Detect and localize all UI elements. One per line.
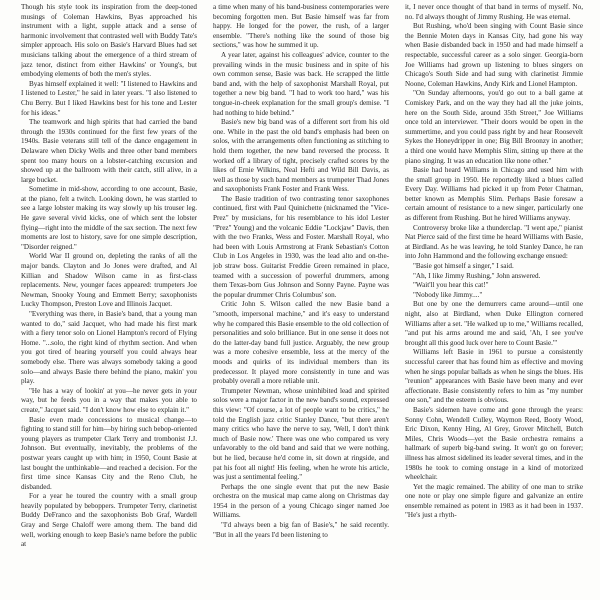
body-paragraph: A year later, against his colleagues' advice, counter to the prevailing winds in the music business and in spite of his own common sense, Basie was back. He scrapped the little band and, with the help of saxophonist Marshall Royal, put together a new big band. "I had to work too hard," was his tongue-in-cheek explanation for the small group's demise. "I had nothing to hide behind." [213, 50, 389, 117]
body-paragraph: "Ah, I like Jimmy Rushing," John answered. [413, 271, 541, 280]
body-paragraph: Controversy broke like a thunderclap. "I went ape," pianist Nat Pierce said of the first time he heard Williams with Basie, at Birdland. As he was leaving, he told Stanley Dance, he ran into John Hammond and the following exchange ensued: [405, 223, 583, 261]
body-paragraph: Basie's sidemen have come and gone through the years: Sonny Cohn, Wendell Culley, Waymon Reed, Booty Wood, Eric Dixon, Kenny Hing, Al Grey, Grover Mitchell, Butch Miles, Chris Woods—yet the Basie orchestra remains a hallmark of superb big-band swing. It won't go on forever; illness has almost sidelined its leader several times, and in the 1980s he took to coming onstage in a kind of motorized wheelchair. [405, 405, 583, 482]
body-paragraph: Perhaps the one single event that put the new Basie orchestra on the musical map came along on Christmas day 1954 in the person of a young Chicago singer named Joe Williams. [213, 482, 389, 520]
body-paragraph: "I'd always been a big fan of Basie's," he said recently. "But in all the years I'd been listening to [213, 521, 389, 539]
body-paragraph: Basie had heard Williams in Chicago and used him with the small group in 1950. He reportedly liked a blues called Every Day. Williams had picked it up from Peter Chatman, better known as Memphis Slim. Perhaps Basie foresaw a certain amount of resistance to a new singer, particularly one as different from Rushing. But he hired Williams anyway. [405, 166, 583, 223]
text-column-left [21, 3, 197, 597]
body-paragraph: The Basie tradition of two contrasting tenor saxophones continued, first with Paul Quinichette (nicknamed the "Vice-Prez" by musicians, for his resemblance to his idol Lester "Prez" Young) and the volcanic Eddie "Lockjaw" Davis, then with the two Franks, Wess and Foster. Marshall Royal, who had been with Louis Armstrong at Frank Sebastian's Cotton Club in Los Angeles in 1930, was the lead alto and on-the-job straw boss. Guitarist Freddie Green remained in place, teamed with a succession of powerful drummers, among them Texas-born Gus Johnson and Sonny Payne. Payne was the popular drummer Chris Columbus' son. [213, 194, 389, 299]
body-paragraph: For a year he toured the country with a small group heavily populated by beboppers. Trumpeter Terry, clarinetist Buddy DeFranco and the saxophonists Bob Graf, Wardell Gray and Serge Chaloff were among them. The band did well, working enough to keep Basie's name before the public at [21, 492, 197, 549]
body-paragraph: "Wait'll you hear this cat!" [413, 281, 489, 290]
body-paragraph: "Basie got himself a singer," I said. [413, 262, 514, 271]
body-paragraph: The teamwork and high spirits that had carried the band through the 1930s continued for the first few years of the 1940s. Basie veterans still tell of the dance engagement in Delaware when Dicky Wells and three other band members spent too many hours on a lobster-catching excursion and showed up at the ballroom with their catch, still alive, in a large bucket. [21, 118, 197, 184]
body-paragraph: it, I never once thought of that band in terms of myself. No, no. I'd always thought of Jimmy Rushing. He was eternal. [405, 3, 583, 21]
body-paragraph: Basie even made concessions to musical change—to fighting to stand still for him—by hiring such bebop-oriented young players as trumpeter Clark Terry and trombonist J.J. Johnson. But eventually, inevitably, the problems of the postwar years caught up with him; in 1950, Count Basie at last bought the unthinkable—and reached a decision. For the first time since Kansas City and the Reno Club, he disbanded. [21, 415, 197, 491]
body-paragraph: Yet the magic remained. The ability of one man to strike one note or play one simple figure and galvanize an entire ensemble remained as potent in 1983 as it had been in 1937. "He's just a rhyth- [405, 482, 583, 520]
text-column-right [405, 3, 583, 597]
body-paragraph: Basie's new big band was of a different sort from his old one. While in the past the old band's emphasis had been on solos, with the arrangements often functioning as stitching to hold them together, the new band reversed the process. It worked off a library of tight, precisely crafted scores by the likes of Ernie Wilkins, Neal Hefti and Wild Bill Davis, as well as those by such band members as trumpeter Thad Jones and saxophonists Frank Foster and Frank Wess. [213, 118, 389, 194]
body-paragraph: Sometime in mid-show, according to one account, Basie, at the piano, felt a twitch. Looking down, he was startled to see a large lobster making its way slowly up his trouser leg. He gave several vivid kicks, one of which sent the lobster flying—right into the middle of the sax section. The next few moments are lost to history, save for one simple description, "Disorder reigned." [21, 185, 197, 251]
body-paragraph: Critic John S. Wilson called the new Basie band a "smooth, impersonal machine," and it's easy to understand why he compared this Basie ensemble to the old collection of personalities and solo brilliance. But in one sense it does not do the latter-day band full justice. Arguably, the new group was a more cohesive ensemble, less at the mercy of the moods and quirks of its individual members than its predecessor. It played more consistently in tune and was probably overall a more reliable unit. [213, 300, 389, 386]
text-column-middle [213, 3, 389, 597]
body-paragraph: Though his style took its inspiration from the deep-toned musings of Coleman Hawkins, Byas approached his instrument with a light, supple attack and a sense of harmonic involvement that contrasted well with Buddy Tate's simpler approach. His solo on Basie's Harvard Blues had set musicians talking about the emergence of a third stream of jazz tenor, distinct from either Hawkins' or Young's, but embodying elements of both the men's styles. [21, 3, 197, 79]
body-paragraph: Byas himself explained it well: "I listened to Hawkins and I listened to Lester," he said in later years. "I also listened to Chu Berry. But I liked Hawkins best for his tone and Lester for his ideas." [21, 79, 197, 117]
body-paragraph: "Everything was there, in Basie's band, that a young man wanted to do," said Jacquet, who had made his first mark with a fiery tenor solo on Lionel Hampton's record of Flying Home. "...solo, the right kind of rhythm section. And when you got tired of hearing yourself you could always hear somebody else. There was always somebody taking a good solo—and always Basie there behind the piano, makin' you play. [21, 310, 197, 386]
body-paragraph: "On Sunday afternoons, you'd go out to a ball game at Comiskey Park, and on the way they had all the juke joints, here on the South Side, around 35th Street," Joe Williams once told an interviewer. "Their doors would be open in the summertime, and you could pass right by and hear Roosevelt Sykes the Honeydripper in one; Big Bill Broonzy in another; a third one would have Memphis Slim, sitting up there at the piano singing. It was an education like none other." [405, 89, 583, 165]
body-paragraph: Williams left Basie in 1961 to pursue a consistently successful career that has found him as effective and moving when he sings popular ballads as when he sings the blues. His "reunion" appearances with Basie have been many and ever affectionate. Basie consistently refers to him as "my number one son," and the esteem is obvious. [405, 348, 583, 405]
body-paragraph: "Nobody like Jimmy...." [413, 290, 483, 299]
body-paragraph: "He has a way of lookin' at you—he never gets in your way, but he feeds you in a way that makes you able to create," Jacquet said. "I don't know how else to explain it." [21, 386, 197, 414]
body-paragraph: a time when many of his band-business contemporaries were becoming forgotten men. But Basie himself was far from happy. He longed for the power, the rush, of a larger ensemble. "There's nothing like the sound of those big sections," was how he summed it up. [213, 3, 389, 50]
body-paragraph: Trumpeter Newman, whose uninhibited lead and spirited solos were a major factor in the new band's sound, expressed this view: "Of course, a lot of people want to be critics," he told the English jazz critic Stanley Dance, "but there aren't many critics who have the nerve to say, 'Well, I don't think much of Basie now.' There was one who compared us very unfavorably to the old band and said that we were nothing, but he lied, because he'd come in, sit down at ringside, and pat his foot all night! His feeling, when he wrote his article, was just a sentimental feeling." [213, 386, 389, 482]
body-paragraph: World War II ground on, depleting the ranks of all the major bands. Clayton and Jo Jones were drafted, and Al Killian and Shadow Wilson came in as first-class replacements. New, younger faces appeared: trumpeters Joe Newman, Snooky Young and Emmett Berry; saxophonists Lucky Thompson, Preston Love and Illinois Jacquet. [21, 252, 197, 309]
body-paragraph: But Rushing, who'd been singing with Count Basie since the Bennie Moten days in Kansas City, had gone his way when Basie disbanded back in 1950 and had made himself a respectable, successful career as a solo singer. Georgia-born Joe Williams had grown up listening to blues singers on Chicago's South Side and had sung with clarinetist Jimmie Noone, Coleman Hawkins, Andy Kirk and Lionel Hampton. [405, 22, 583, 88]
body-paragraph: But one by one the demurrers came around—until one night, also at Birdland, when Duke Ellington cornered Williams after a set. "He walked up to me," Williams recalled, "and put his arms around me and said, 'Ah, I see you've brought all this good luck over here to Count Basie.'" [405, 300, 583, 347]
